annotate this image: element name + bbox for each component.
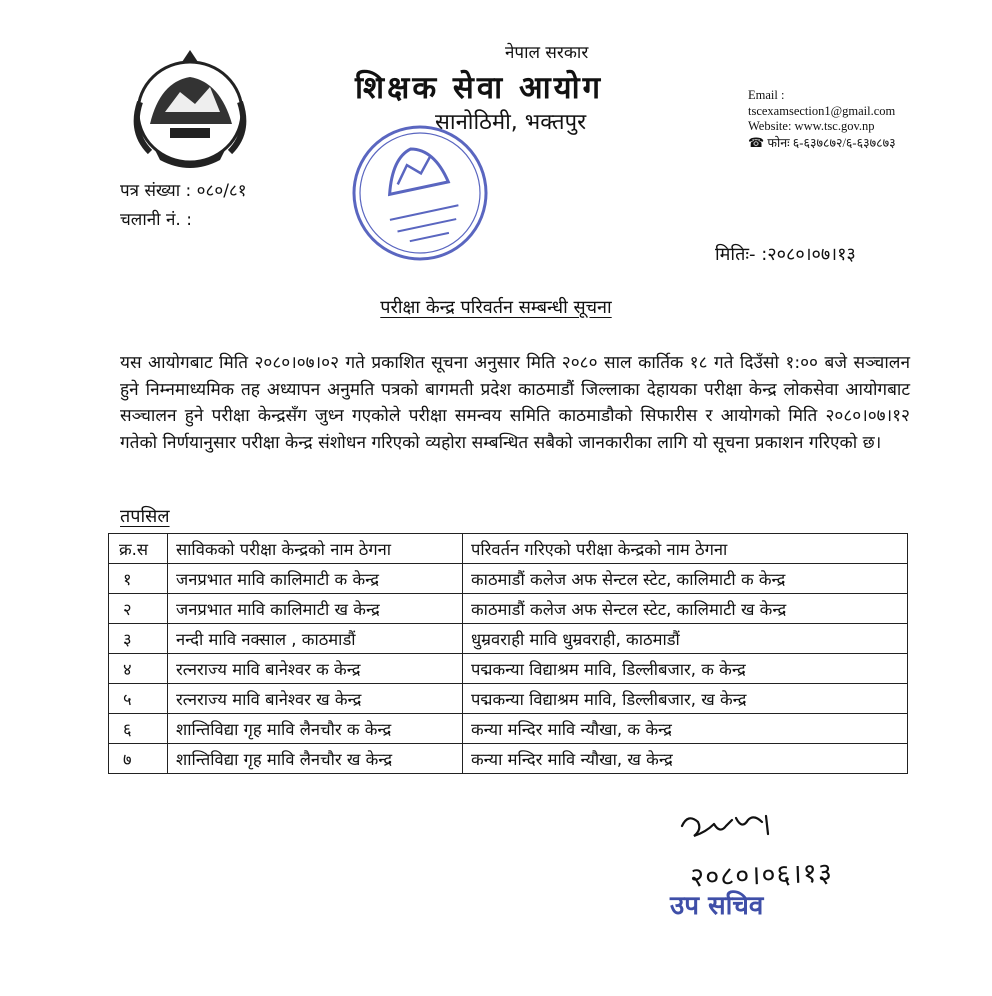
exam-center-table [108,533,908,774]
old-center-cell: नन्दी मावि नक्साल , काठमाडौं [168,624,463,654]
signatory-designation: उप सचिव [670,891,764,921]
government-name: नेपाल सरकार [505,43,589,63]
table-row [109,564,908,594]
serial-cell: ५ [109,684,168,714]
notice-title: परीक्षा केन्द्र परिवर्तन सम्बन्धी सूचना [380,297,612,318]
website: Website: www.tsc.gov.np [748,119,875,133]
old-center-cell: शान्तिविद्या गृह मावि लैनचौर क केन्द्र [168,714,463,744]
phone-numbers: फोनः ६-६३७८७२/६-६३७८७३ [767,135,896,150]
table-header-row [109,534,908,564]
organization-name: शिक्षक सेवा आयोग [355,70,604,106]
new-center-cell: काठमाडौं कलेज अफ सेन्टल स्टेट, कालिमाटी क केन्द्र [463,564,908,594]
signature-icon [670,808,790,858]
dispatch-number: चलानी नं. : [120,210,192,230]
old-center-cell: जनप्रभात मावि कालिमाटी क केन्द्र [168,564,463,594]
table-row [109,594,908,624]
serial-cell: १ [109,564,168,594]
official-stamp-icon [331,104,509,282]
old-center-cell: रत्नराज्य मावि बानेश्वर ख केन्द्र [168,684,463,714]
contact-block [748,88,896,151]
new-center-cell: काठमाडौं कलेज अफ सेन्टल स्टेट, कालिमाटी ख केन्द्र [463,594,908,624]
serial-cell: २ [109,594,168,624]
header-new-center: परिवर्तन गरिएको परीक्षा केन्द्रको नाम ठेगना [463,534,908,564]
table-row [109,744,908,774]
serial-cell: ३ [109,624,168,654]
new-center-cell: कन्या मन्दिर मावि न्यौखा, क केन्द्र [463,714,908,744]
government-emblem-icon [120,42,260,178]
table-row [109,654,908,684]
header-serial: क्र.स [109,534,168,564]
organization-address: सानोठिमी, भक्तपुर [435,110,587,135]
new-center-cell: धुम्रवराही मावि धुम्रवराही, काठमाडौं [463,624,908,654]
table-row [109,624,908,654]
new-center-cell: पद्मकन्या विद्याश्रम मावि, डिल्लीबजार, ख केन्द्र [463,684,908,714]
header-old-center: साविकको परीक्षा केन्द्रको नाम ठेगना [168,534,463,564]
new-center-cell: पद्मकन्या विद्याश्रम मावि, डिल्लीबजार, क केन्द्र [463,654,908,684]
serial-cell: ४ [109,654,168,684]
new-center-cell: कन्या मन्दिर मावि न्यौखा, ख केन्द्र [463,744,908,774]
old-center-cell: रत्नराज्य मावि बानेश्वर क केन्द्र [168,654,463,684]
email-address: tscexamsection1@gmail.com [748,103,896,118]
table-row [109,714,908,744]
letter-number: पत्र संख्या : ०८०/८१ [120,181,247,201]
old-center-cell: जनप्रभात मावि कालिमाटी ख केन्द्र [168,594,463,624]
email-label: Email : [748,88,785,102]
notice-body: यस आयोगबाट मिति २०८०।०७।०२ गते प्रकाशित सूचना अनुसार मिति २०८० साल कार्तिक १८ गते दिउँसो १:०० बजे सञ्चालन हुने निम्नमाध्यमिक तह अध्यापन अनुमति पत्रको बागमती प्रदेश काठमाडौं जिल्लाका देहायका परीक्षा केन्द्र लोकसेवा आयोगबाट सञ्चालन हुने परीक्षा केन्द्रसँग जुध्न गएकोले परीक्षा समन्वय समिति काठमाडौको सिफारीस र आयोगको मिति २०८०।०७।१२ गतेको निर्णयानुसार परीक्षा केन्द्र संशोधन गरिएको व्यहोरा सम्बन्धित सबैको जानकारीका लागि यो सूचना प्रकाशन गरिएको छ। [120,353,910,453]
schedule-label: तपसिल [120,506,170,527]
old-center-cell: शान्तिविद्या गृह मावि लैनचौर ख केन्द्र [168,744,463,774]
telephone-icon: ☎ [748,134,765,150]
serial-cell: ७ [109,744,168,774]
notice-title-wrapper [0,295,992,319]
handwritten-date: २०८०।०६।१३ [689,857,834,894]
serial-cell: ६ [109,714,168,744]
table-row [109,684,908,714]
issue-date: मितिः- :२०८०।०७।१३ [715,244,856,265]
